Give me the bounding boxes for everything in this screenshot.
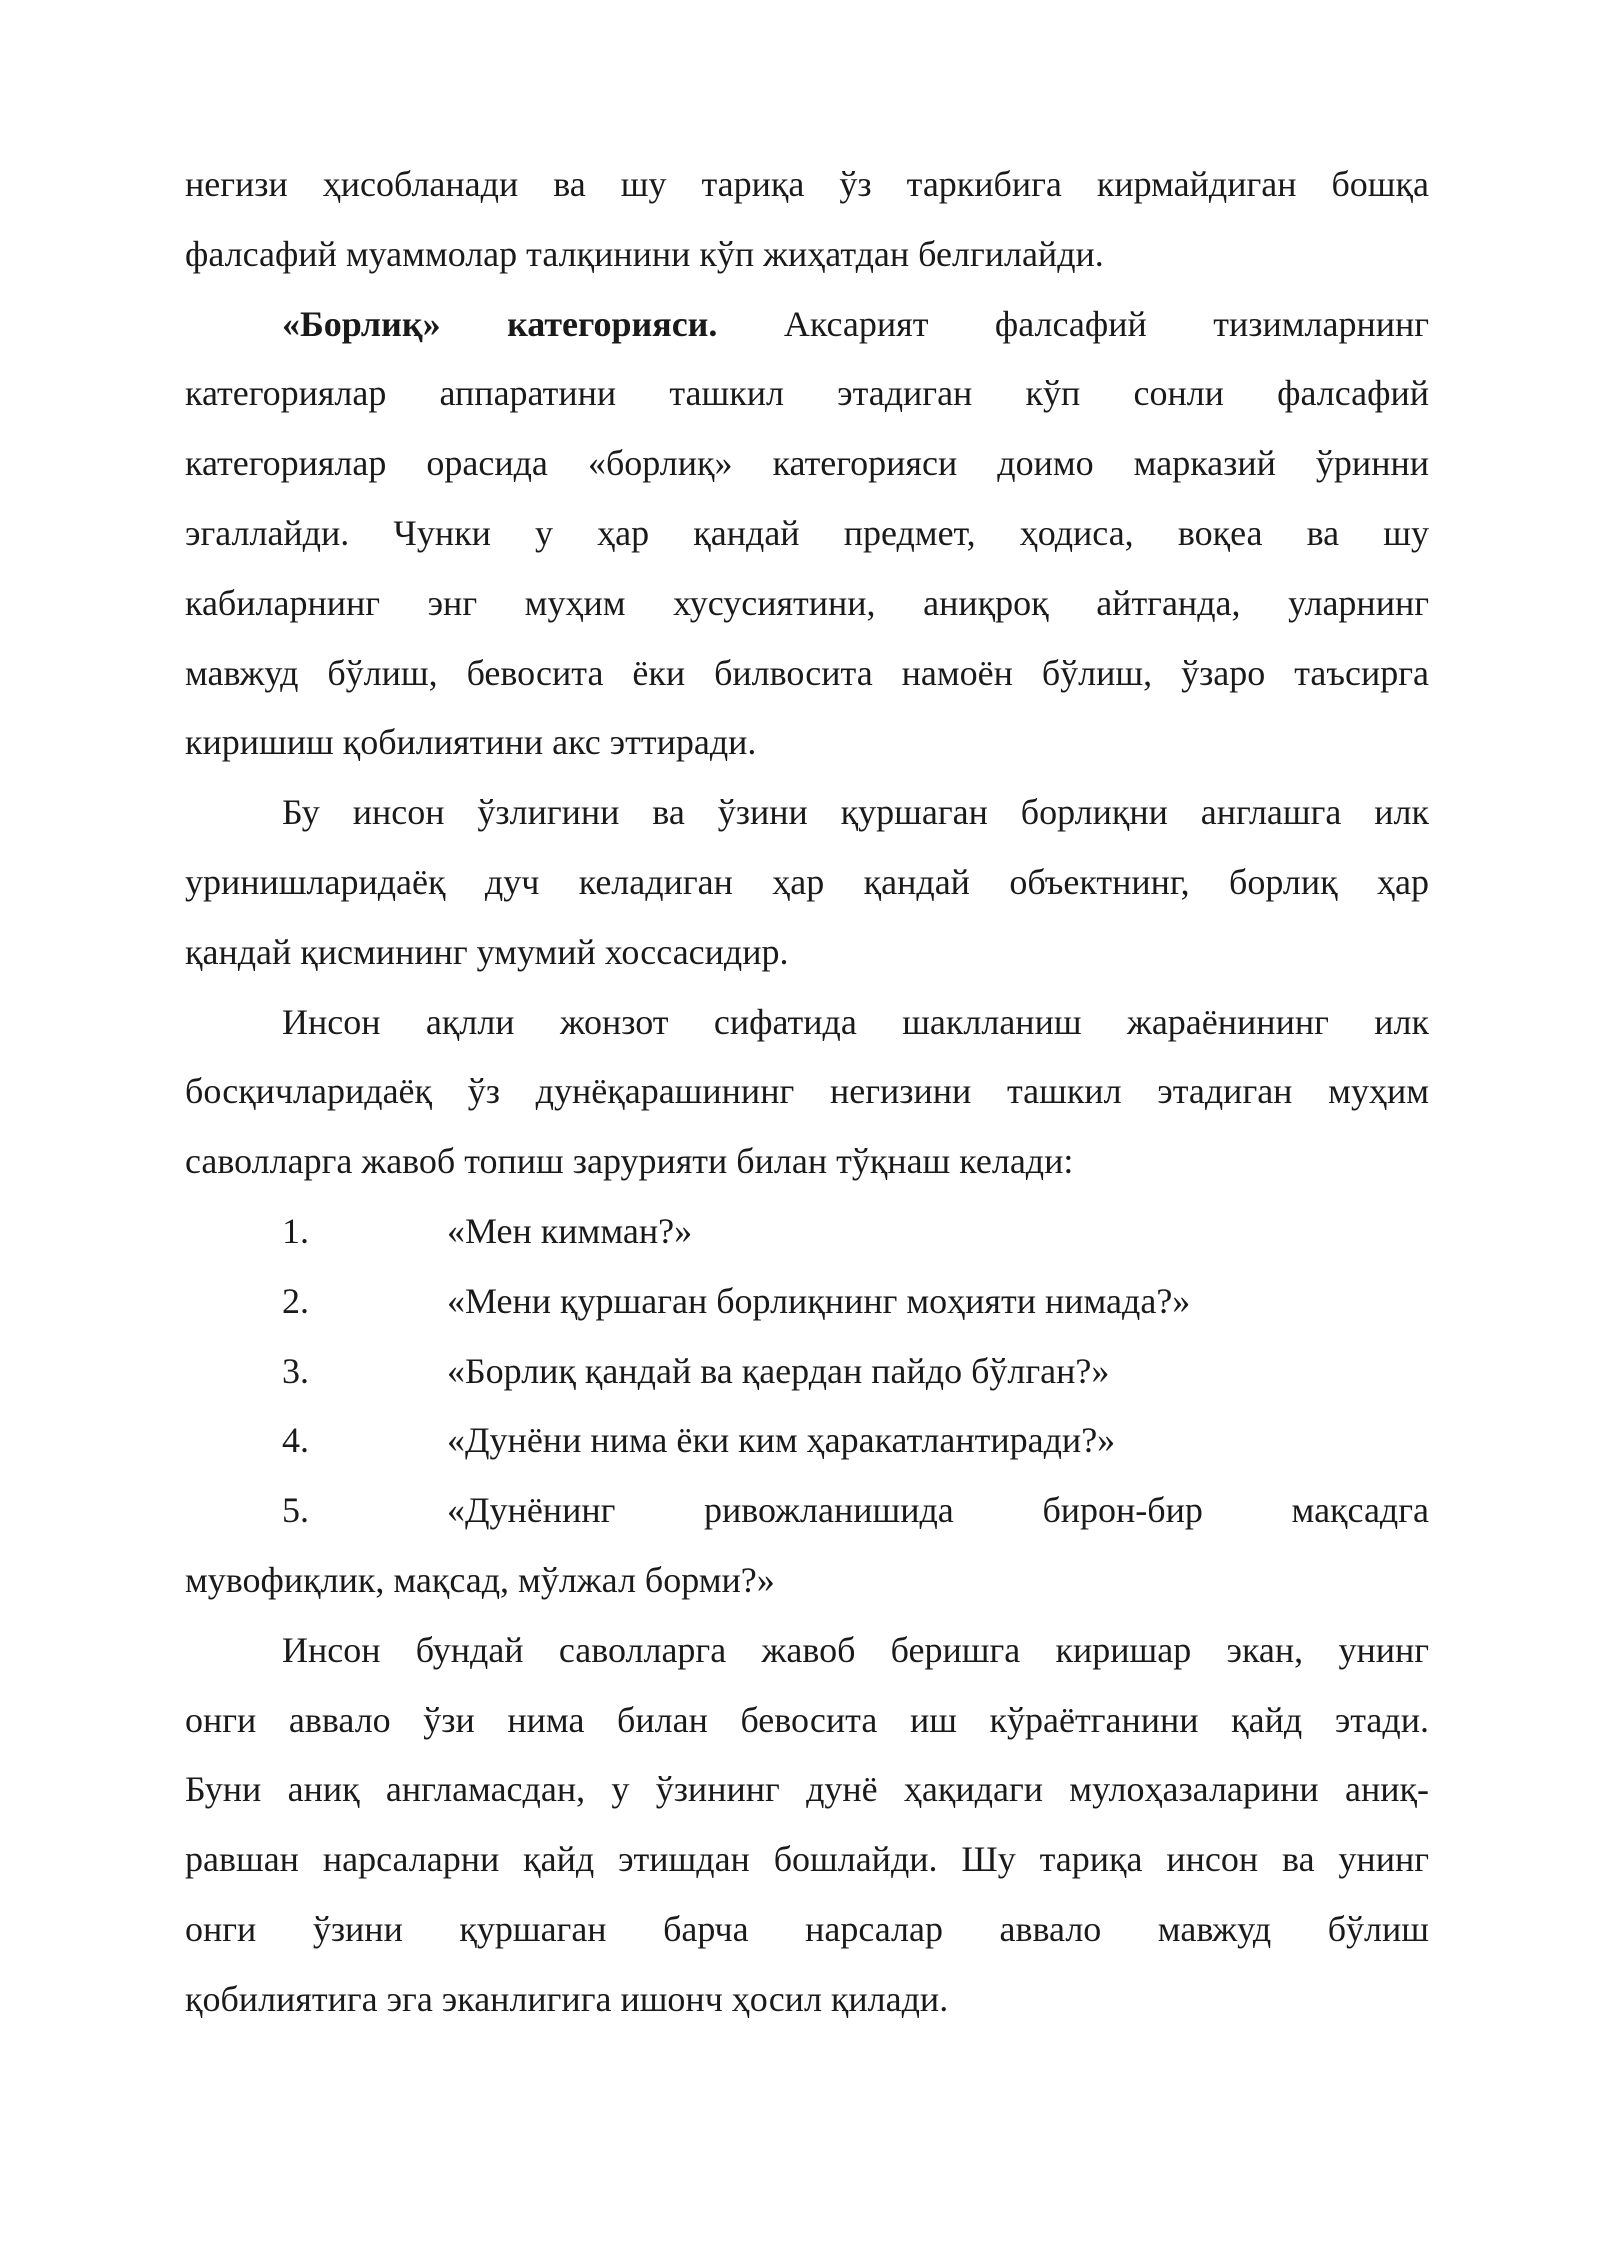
list-text: «Борлиқ қандай ва қаердан пайдо бўлган?» xyxy=(447,1350,1110,1391)
list-number: 4. xyxy=(282,1420,309,1461)
paragraph-4 xyxy=(185,988,1429,1197)
paragraph-line: негизи ҳисобланади ва шу тариқа ўз таркибига кирмайдиган бошқа xyxy=(185,164,1429,204)
paragraph-line: равшан нарсаларни қайд этишдан бошлайди. Шу тариқа инсон ва унинг xyxy=(185,1839,1429,1880)
paragraph-line: киришиш қобилиятини акс эттиради. xyxy=(185,722,757,763)
paragraph-line: Буни аниқ англамасдан, у ўзининг дунё ҳақидаги мулоҳазаларини аниқ- xyxy=(185,1769,1429,1810)
list-number: 5. xyxy=(282,1490,309,1531)
question-list xyxy=(185,1197,1429,1616)
paragraph-line: онги ўзини қуршаган барча нарсалар аввало мавжуд бўлиш xyxy=(185,1908,1429,1949)
list-item xyxy=(185,1406,1429,1476)
list-item xyxy=(185,1197,1429,1267)
paragraph-5 xyxy=(185,1616,1429,2035)
list-item xyxy=(185,1476,1429,1546)
paragraph-line: Инсон ақлли жонзот сифатида шаклланиш жараёнининг илк xyxy=(282,1001,1429,1042)
paragraph-line: уринишларидаёқ дуч келадиган ҳар қандай объектнинг, борлиқ ҳар xyxy=(185,861,1429,902)
paragraph-text: Аксарият фалсафий тизимларнинг xyxy=(783,303,1430,344)
list-text: «Дунёни нима ёки ким ҳаракатлантиради?» xyxy=(447,1420,1116,1461)
paragraph-line: босқичларидаёқ ўз дунёқарашининг негизини ташкил этадиган муҳим xyxy=(185,1071,1429,1112)
list-text: «Мен кимман?» xyxy=(447,1210,693,1251)
paragraph-line: саволларга жавоб топиш зарурияти билан тўқнаш келади: xyxy=(185,1141,1074,1182)
list-number: 1. xyxy=(282,1210,309,1251)
list-number: 3. xyxy=(282,1350,309,1391)
list-item xyxy=(185,1267,1429,1337)
paragraph-line: Бу инсон ўзлигини ва ўзини қуршаган борлиқни англашга илк xyxy=(282,792,1429,833)
list-text: «Мени қуршаган борлиқнинг моҳияти нимада?» xyxy=(447,1280,1191,1321)
document-page xyxy=(185,150,1429,2035)
paragraph-line: Инсон бундай саволларга жавоб беришга киришар экан, унинг xyxy=(282,1629,1429,1670)
paragraph-line: категориялар орасида «борлиқ» категорияси доимо марказий ўринни xyxy=(185,443,1429,484)
paragraph-1 xyxy=(185,150,1429,290)
paragraph-2 xyxy=(185,290,1429,779)
paragraph-line: онги аввало ўзи нима билан бевосита иш кўраётганини қайд этади. xyxy=(185,1699,1429,1740)
paragraph-line: мавжуд бўлиш, бевосита ёки билвосита намоён бўлиш, ўзаро таъсирга xyxy=(185,652,1429,693)
paragraph-line: фалсафий муаммолар талқинини кўп жиҳатдан белгилайди. xyxy=(185,233,1104,274)
paragraph-line: кабиларнинг энг муҳим хусусиятини, аниқроқ айтганда, уларнинг xyxy=(185,582,1429,623)
list-item xyxy=(185,1337,1429,1407)
paragraph-line: категориялар аппаратини ташкил этадиган кўп сонли фалсафий xyxy=(185,373,1429,414)
list-item-continuation: мувофиқлик, мақсад, мўлжал борми?» xyxy=(185,1559,775,1600)
paragraph-line xyxy=(185,290,1429,360)
paragraph-line: эгаллайди. Чунки у ҳар қандай предмет, ҳодиса, воқеа ва шу xyxy=(185,512,1429,553)
paragraph-line: қандай қисмининг умумий хоссасидир. xyxy=(185,931,789,972)
list-number: 2. xyxy=(282,1280,309,1321)
section-heading: «Борлиқ» категорияси. xyxy=(282,303,718,344)
list-text: «Дунёнинг ривожланишида бирон-бир мақсадга xyxy=(447,1490,1429,1531)
paragraph-line: қобилиятига эга эканлигига ишонч ҳосил қилади. xyxy=(185,1978,949,2019)
paragraph-3 xyxy=(185,778,1429,987)
